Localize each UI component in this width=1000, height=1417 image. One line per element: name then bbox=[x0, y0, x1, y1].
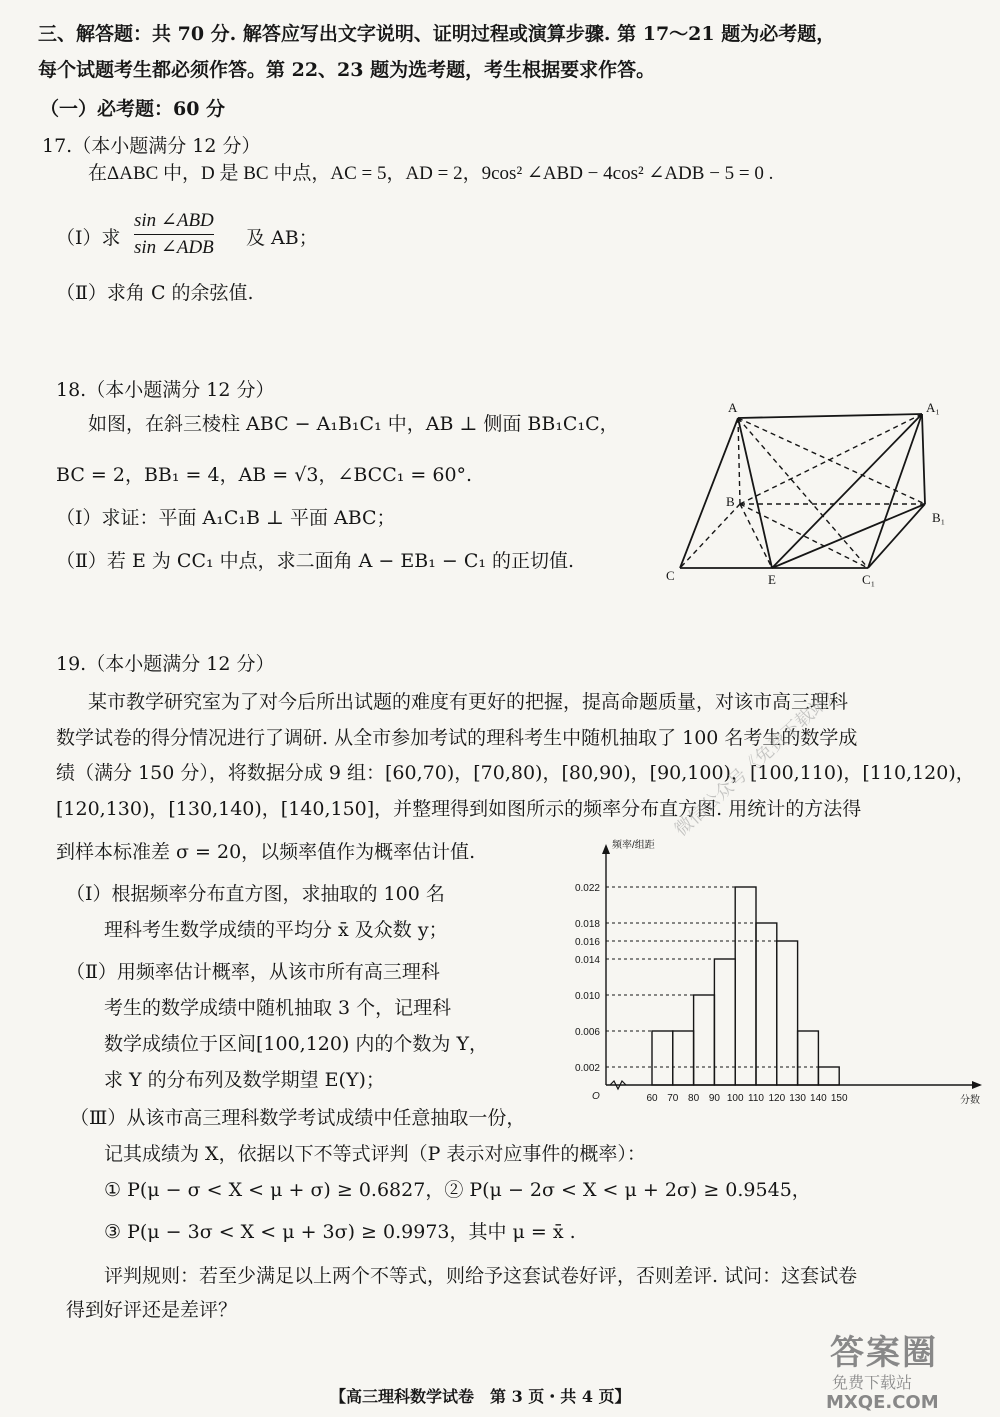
vertex-label-E: E bbox=[768, 572, 776, 587]
x-tick-label: 110 bbox=[748, 1093, 764, 1104]
q18-header: 18.（本小题满分 12 分） bbox=[56, 379, 275, 401]
x-tick-label: 70 bbox=[667, 1093, 679, 1104]
q18-line2: BC = 2，BB₁ = 4，AB = √3，∠BCC₁ = 60°. bbox=[56, 464, 473, 486]
histogram-bar bbox=[798, 1031, 819, 1085]
y-axis-arrow bbox=[602, 844, 610, 854]
q19-inequality-3: ③ P(μ − 3σ < X < μ + 3σ) ≥ 0.9973，其中 μ = x̄ . bbox=[104, 1221, 576, 1243]
q19-part3-b: 记其成绩为 X，依据以下不等式评判（P 表示对应事件的概率）： bbox=[104, 1143, 646, 1165]
q19-line1: 某市教学研究室为了对今后所出试题的难度有更好的把握，提高命题质量，对该市高三理科 bbox=[88, 691, 849, 713]
q19-inequalities-1-2: ① P(μ − σ < X < μ + σ) ≥ 0.6827，② P(μ − 2σ < X < μ + 2σ) ≥ 0.9545， bbox=[104, 1179, 811, 1201]
y-axis-title: 频率/组距 bbox=[612, 840, 655, 851]
q17-fraction-denominator: sin ∠ADB bbox=[134, 237, 214, 258]
q19-part1-a: （Ⅰ）根据频率分布直方图，求抽取的 100 名 bbox=[66, 883, 445, 905]
q17-part2: （Ⅱ）求角 C 的余弦值. bbox=[56, 282, 254, 304]
y-tick-label: 0.016 bbox=[574, 937, 600, 948]
section-heading: 三、解答题：共 70 分. 解答应写出文字说明、证明过程或演算步骤. 第 17～21 题为必考题， bbox=[38, 23, 836, 45]
vertex-label-B1: B₁ bbox=[932, 510, 946, 525]
corner-url: MXQE.COM bbox=[826, 1392, 939, 1413]
q18-line1: 如图，在斜三棱柱 ABC − A₁B₁C₁ 中，AB ⊥ 侧面 BB₁C₁C， bbox=[88, 413, 619, 435]
histogram-bar bbox=[652, 1031, 673, 1085]
q19-line5: 到样本标准差 σ = 20，以频率值作为概率估计值. bbox=[56, 841, 476, 863]
edge-A1E bbox=[772, 414, 922, 568]
histogram-bar bbox=[756, 923, 777, 1085]
y-tick-label: 0.018 bbox=[574, 919, 600, 930]
histogram-bar bbox=[673, 1031, 694, 1085]
corner-subtitle: 免费下载站 bbox=[832, 1373, 913, 1392]
edge-AA1 bbox=[738, 414, 922, 418]
q17-fraction bbox=[134, 208, 214, 261]
histogram-bar bbox=[694, 995, 715, 1085]
edge-B1C1 bbox=[868, 504, 925, 568]
y-tick-label: 0.002 bbox=[574, 1063, 600, 1074]
q18-part2: （Ⅱ）若 E 为 CC₁ 中点，求二面角 A − EB₁ − C₁ 的正切值. bbox=[56, 550, 575, 572]
q19-rule-line2: 得到好评还是差评？ bbox=[66, 1299, 238, 1321]
corner-logo: 答案圈 bbox=[830, 1333, 938, 1373]
vertex-label-C: C bbox=[666, 568, 675, 583]
q19-line2: 数学试卷的得分情况进行了调研. 从全市参加考试的理科考生中随机抽取了 100 名考生的数学成 bbox=[56, 727, 858, 749]
q17-part1-tail: 及 AB； bbox=[246, 227, 318, 249]
histogram-bar bbox=[735, 887, 756, 1085]
vertex-label-B: B bbox=[726, 494, 735, 509]
edge-A1C1 bbox=[868, 414, 922, 568]
hidden-edge-BE bbox=[740, 504, 772, 568]
vertex-label-C1: C₁ bbox=[862, 572, 876, 587]
x-tick-label: 90 bbox=[708, 1093, 720, 1104]
x-tick-label: 100 bbox=[726, 1093, 744, 1104]
q17-header: 17.（本小题满分 12 分） bbox=[42, 135, 261, 157]
vertex-label-A1: A₁ bbox=[926, 400, 940, 415]
x-tick-label: 140 bbox=[810, 1093, 827, 1104]
y-tick-label: 0.006 bbox=[574, 1027, 600, 1038]
watermark: 微信公众号《免费下载站》 bbox=[670, 680, 846, 841]
y-tick-label: 0.010 bbox=[574, 991, 600, 1002]
frequency-histogram bbox=[540, 832, 990, 1107]
origin-label: O bbox=[592, 1091, 600, 1102]
q17-stem: 在ΔABC 中，D 是 BC 中点，AC = 5，AD = 2，9cos² ∠ABD − 4cos² ∠ADB − 5 = 0 . bbox=[88, 163, 774, 184]
prism-figure bbox=[650, 392, 980, 592]
x-tick-label: 150 bbox=[830, 1093, 848, 1104]
hidden-edge-AC1 bbox=[738, 418, 868, 568]
vertex-label-A: A bbox=[728, 400, 738, 415]
q19-part3-a: （Ⅲ）从该市高三理科数学考试成绩中任意抽取一份， bbox=[70, 1107, 526, 1129]
x-tick-label: 130 bbox=[789, 1093, 806, 1104]
histogram-bar bbox=[714, 959, 735, 1085]
part-one-heading: （一）必考题：60 分 bbox=[40, 98, 226, 120]
section-heading-line2: 每个试题考生都必须作答。第 22、23 题为选考题，考生根据要求作答。 bbox=[38, 59, 656, 81]
y-tick-label: 0.022 bbox=[574, 883, 600, 894]
x-tick-label: 80 bbox=[688, 1093, 700, 1104]
q19-part2-b: 考生的数学成绩中随机抽取 3 个，记理科 bbox=[104, 997, 452, 1019]
x-axis-arrow bbox=[972, 1081, 982, 1089]
x-tick-label: 60 bbox=[646, 1093, 658, 1104]
histogram-bar bbox=[777, 941, 798, 1085]
q18-part1: （Ⅰ）求证：平面 A₁C₁B ⊥ 平面 ABC； bbox=[56, 507, 396, 529]
x-axis-title: 分数 bbox=[960, 1095, 980, 1106]
q19-line3: 绩（满分 150 分），将数据分成 9 组：[60,70)，[70,80)，[80,90)，[90,100)，[100,110)，[110,120)， bbox=[56, 762, 975, 784]
edge-AC bbox=[680, 418, 738, 568]
q19-part2-a: （Ⅱ）用频率估计概率，从该市所有高三理科 bbox=[66, 961, 440, 983]
hidden-edge-BC bbox=[680, 504, 740, 568]
q19-rule-line1: 评判规则：若至少满足以上两个不等式，则给予这套试卷好评，否则差评. 试问：这套试卷 bbox=[104, 1265, 858, 1287]
q19-part1-b: 理科考生数学成绩的平均分 x̄ 及众数 y； bbox=[104, 919, 448, 941]
y-tick-label: 0.014 bbox=[574, 955, 600, 966]
q17-part1-label: （Ⅰ）求 bbox=[56, 227, 121, 249]
q19-line4: [120,130)，[130,140)，[140,150]，并整理得到如图所示的频率分布直方图. 用统计的方法得 bbox=[56, 798, 862, 820]
q19-header: 19.（本小题满分 12 分） bbox=[56, 653, 275, 675]
x-tick-label: 120 bbox=[768, 1093, 786, 1104]
histogram-bar bbox=[818, 1067, 839, 1085]
page-footer: 【高三理科数学试卷 第 3 页・共 4 页】 bbox=[330, 1387, 631, 1406]
q19-part2-d: 求 Y 的分布列及数学期望 E(Y)； bbox=[104, 1069, 385, 1091]
q19-part2-c: 数学成绩位于区间[100,120) 内的个数为 Y， bbox=[104, 1033, 489, 1055]
edge-A1B1 bbox=[922, 414, 925, 504]
edge-AE bbox=[738, 418, 772, 568]
hidden-edge-AB bbox=[738, 418, 740, 504]
q17-fraction-numerator: sin ∠ABD bbox=[134, 210, 214, 231]
